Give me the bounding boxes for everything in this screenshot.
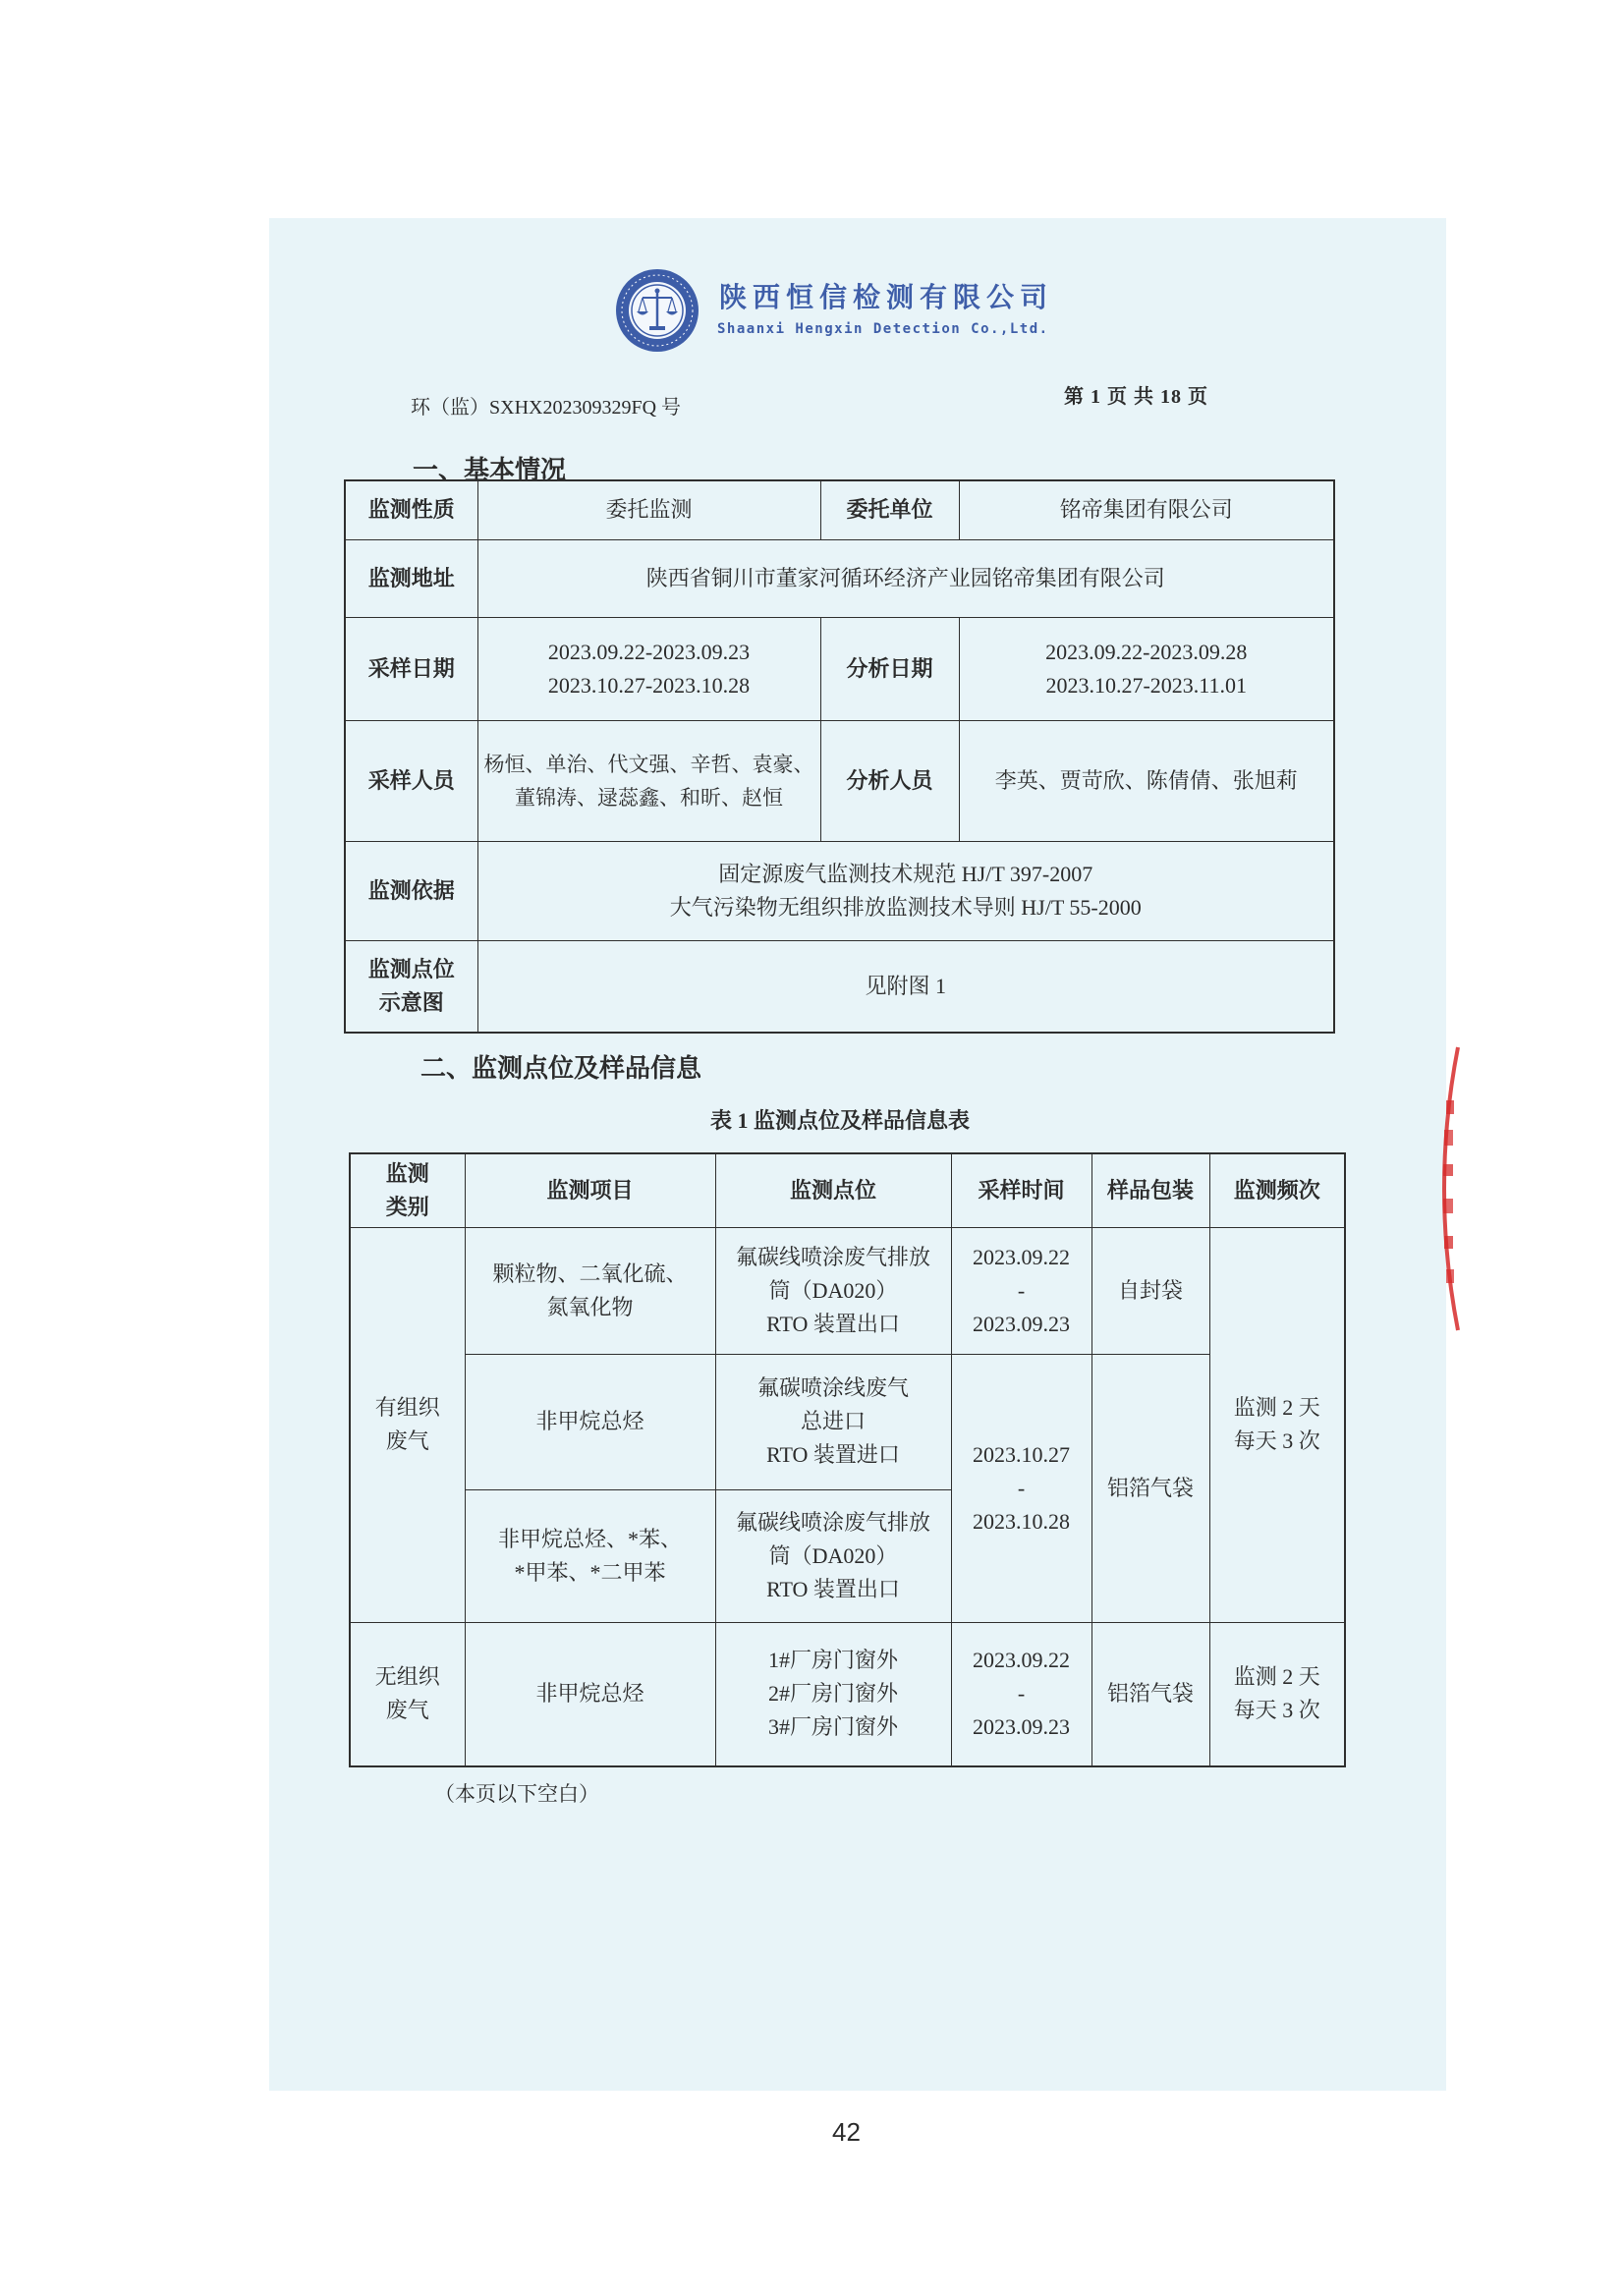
address-value: 陕西省铜川市董家河循环经济产业园铭帝集团有限公司 [477, 539, 1334, 617]
basis-label: 监测依据 [345, 841, 477, 940]
point-line: 3#厂房门窗外 [767, 1714, 898, 1740]
table-row [350, 1354, 1345, 1489]
blank-note: （本页以下空白） [434, 1782, 599, 1806]
point-line: RTO 装置出口 [766, 1311, 900, 1336]
point-cell [715, 1354, 951, 1489]
frequency-line: 监测 2 天 [1233, 1395, 1320, 1420]
time-line: 2023.09.23 [973, 1714, 1070, 1740]
row-nature [345, 480, 1334, 539]
address-label: 监测地址 [345, 539, 477, 617]
header-point: 监测点位 [715, 1153, 951, 1227]
row-address [345, 539, 1334, 617]
header-time: 采样时间 [951, 1153, 1091, 1227]
section-samples-title: 二、监测点位及样品信息 [420, 1054, 702, 1083]
sampling-dates [477, 617, 820, 720]
time-cell [951, 1622, 1091, 1766]
point-line: 氟碳线喷涂废气排放 [735, 1509, 930, 1535]
item-line: 非甲烷总烃、*苯、 [497, 1526, 682, 1551]
frequency-line: 每天 3 次 [1233, 1698, 1320, 1723]
point-line: 筒（DA020） [768, 1277, 898, 1303]
time-line: - [1017, 1277, 1026, 1303]
time-cell [951, 1354, 1091, 1622]
point-line: 氟碳喷涂线废气 [756, 1375, 909, 1400]
nature-label: 监测性质 [345, 480, 477, 539]
category-line: 废气 [385, 1428, 429, 1453]
header-frequency: 监测频次 [1209, 1153, 1345, 1227]
page-info: 第 1 页 共 18 页 [1064, 386, 1208, 408]
point-cell [715, 1227, 951, 1354]
point-cell [715, 1489, 951, 1622]
sample-info-table [349, 1152, 1346, 1767]
point-line: 筒（DA020） [768, 1542, 898, 1568]
time-line: 2023.10.27 [973, 1441, 1070, 1467]
point-cell [715, 1622, 951, 1766]
item-line: 颗粒物、二氧化硫、 [492, 1260, 688, 1286]
samplers-line: 杨恒、单治、代文强、辛哲、袁豪、 [483, 752, 814, 776]
company-name-cn: 陕西恒信检测有限公司 [719, 281, 1054, 313]
section-basic-title: 一、基本情况 [413, 456, 567, 484]
company-name-en: Shaanxi Hengxin Detection Co.,Ltd. [717, 321, 1049, 337]
samplers-line: 董锦涛、逯蕊鑫、和昕、赵恒 [515, 785, 783, 810]
organized-category [350, 1227, 465, 1622]
sampling-date-line: 2023.09.22-2023.09.23 [547, 639, 751, 664]
samplers-label: 采样人员 [345, 720, 477, 841]
frequency-line: 监测 2 天 [1233, 1664, 1320, 1690]
header-category-line: 类别 [385, 1194, 429, 1219]
basis-line: 大气污染物无组织排放监测技术导则 HJ/T 55-2000 [669, 894, 1142, 920]
item-line: 非甲烷总烃 [535, 1409, 644, 1433]
sampling-date-line: 2023.10.27-2023.10.28 [547, 672, 751, 698]
unorganized-category [350, 1622, 465, 1766]
category-line: 有组织 [374, 1395, 440, 1420]
time-line: 2023.10.28 [973, 1508, 1070, 1534]
frequency-line: 每天 3 次 [1233, 1428, 1320, 1453]
unorganized-frequency [1209, 1622, 1345, 1766]
map-label-line: 示意图 [378, 989, 444, 1015]
category-line: 废气 [385, 1698, 429, 1723]
header-category-line: 监测 [385, 1160, 429, 1186]
seal-stamp [1421, 1041, 1464, 1336]
company-logo-icon [614, 267, 700, 354]
report-number: 环（监）SXHX202309329FQ 号 [411, 397, 682, 419]
header-package: 样品包装 [1091, 1153, 1209, 1227]
analysis-date-line: 2023.10.27-2023.11.01 [1045, 672, 1247, 698]
analysts-value: 李英、贾苛欣、陈倩倩、张旭莉 [959, 720, 1334, 841]
table-row [350, 1227, 1345, 1354]
point-line: RTO 装置出口 [766, 1576, 900, 1601]
point-line: RTO 装置进口 [766, 1442, 900, 1467]
basis-line: 固定源废气监测技术规范 HJ/T 397-2007 [718, 861, 1093, 886]
package-cell: 铝箔气袋 [1091, 1622, 1209, 1766]
time-line: - [1017, 1475, 1026, 1500]
time-line: 2023.09.23 [973, 1311, 1070, 1336]
nature-value: 委托监测 [477, 480, 820, 539]
time-line: 2023.09.22 [973, 1244, 1070, 1269]
analysts-label: 分析人员 [820, 720, 959, 841]
basis-value [477, 841, 1334, 940]
item-cell [465, 1489, 715, 1622]
row-map [345, 940, 1334, 1033]
client-value: 铭帝集团有限公司 [959, 480, 1334, 539]
row-personnel [345, 720, 1334, 841]
sampling-date-label: 采样日期 [345, 617, 477, 720]
header-category [350, 1153, 465, 1227]
item-cell [465, 1354, 715, 1489]
package-cell: 铝箔气袋 [1091, 1354, 1209, 1622]
table-row [350, 1622, 1345, 1766]
header-item: 监测项目 [465, 1153, 715, 1227]
analysis-date-line: 2023.09.22-2023.09.28 [1045, 639, 1248, 664]
category-line: 无组织 [374, 1664, 440, 1690]
samplers-value [477, 720, 820, 841]
point-line: 总进口 [800, 1409, 866, 1433]
point-line: 2#厂房门窗外 [767, 1681, 898, 1707]
map-label-line: 监测点位 [367, 956, 455, 981]
item-cell [465, 1227, 715, 1354]
page-number: 42 [832, 2117, 861, 2147]
table-header-row [350, 1153, 1345, 1227]
item-line: *甲苯、*二甲苯 [514, 1559, 666, 1585]
analysis-date-label: 分析日期 [820, 617, 959, 720]
point-line: 氟碳线喷涂废气排放 [735, 1244, 930, 1269]
row-dates [345, 617, 1334, 720]
time-cell [951, 1227, 1091, 1354]
package-cell: 自封袋 [1091, 1227, 1209, 1354]
table-caption: 表 1 监测点位及样品信息表 [709, 1108, 970, 1133]
analysis-dates [959, 617, 1334, 720]
row-basis [345, 841, 1334, 940]
map-value: 见附图 1 [477, 940, 1334, 1033]
basic-info-table [344, 479, 1335, 1034]
client-label: 委托单位 [820, 480, 959, 539]
organized-frequency [1209, 1227, 1345, 1622]
point-line: 1#厂房门窗外 [767, 1648, 898, 1673]
item-cell: 非甲烷总烃 [465, 1622, 715, 1766]
item-line: 氮氧化物 [546, 1294, 634, 1319]
time-line: - [1017, 1681, 1026, 1707]
map-label [345, 940, 477, 1033]
time-line: 2023.09.22 [973, 1648, 1070, 1673]
